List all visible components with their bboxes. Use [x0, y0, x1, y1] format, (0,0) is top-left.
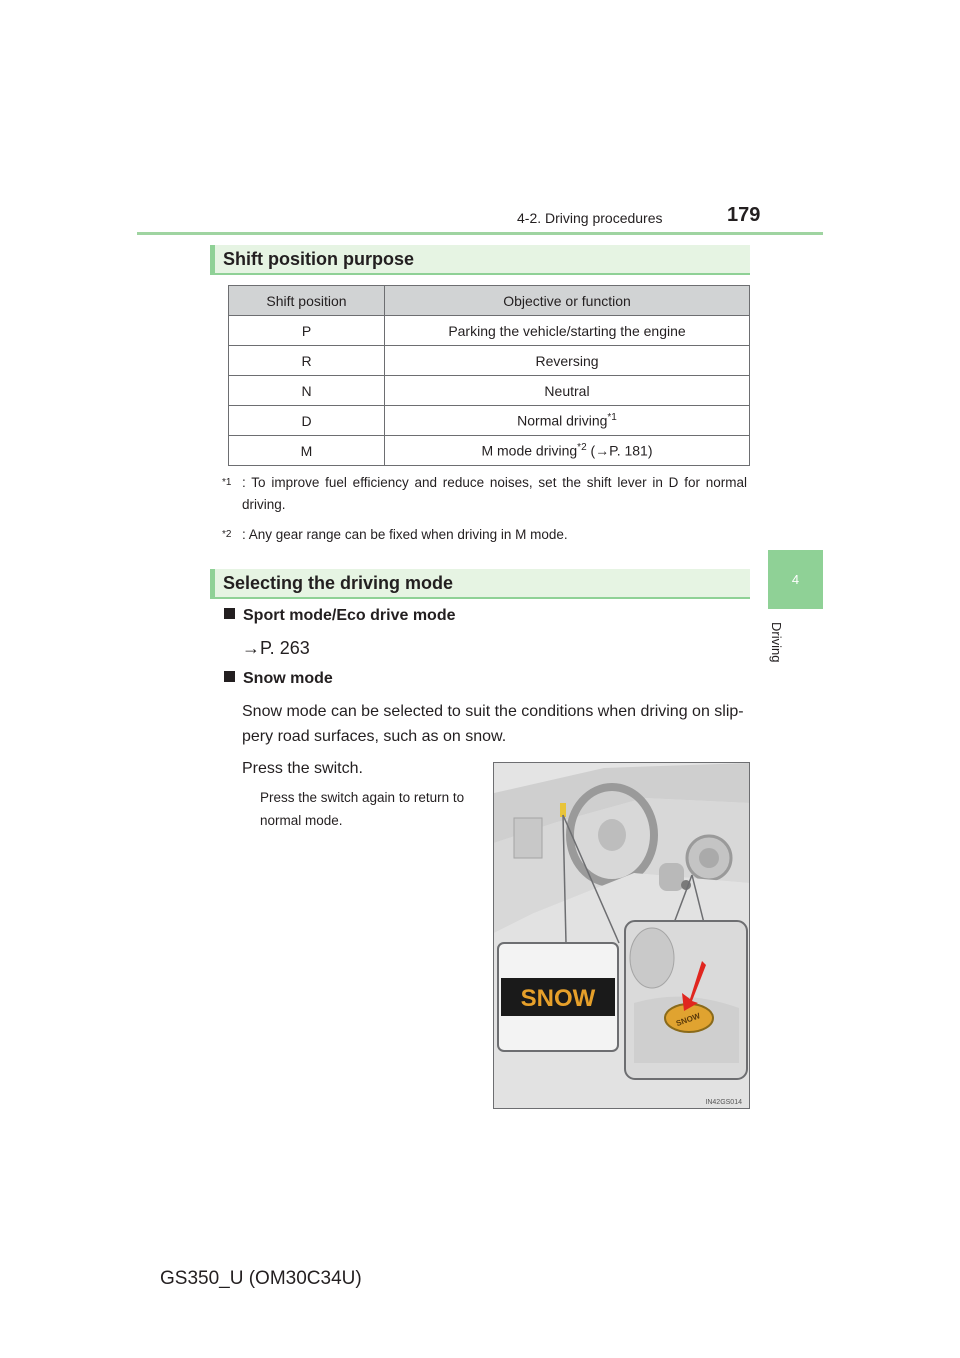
chapter-tab-number: 4 [791, 572, 800, 587]
cell-shift-position: N [229, 376, 385, 406]
footnote-1 [222, 472, 747, 516]
illustration-code: IN42GS014 [705, 1099, 742, 1106]
paragraph-press-switch: Press the switch. [242, 760, 363, 777]
cell-objective-text: Parking the vehicle/starting the engine [448, 322, 686, 339]
bullet-square-icon [224, 671, 235, 682]
subheading-text: Snow mode [243, 670, 333, 687]
snow-switch-illustration [493, 762, 750, 1109]
cell-objective-text: Neutral [544, 382, 590, 399]
footnote-text: : Any gear range can be fixed when driving in M mode. [242, 527, 568, 542]
cell-objective [385, 376, 750, 406]
section-title: Selecting the driving mode [223, 573, 454, 593]
footnote-mark-text: *2 [222, 529, 232, 540]
paragraph-snow-line2: pery road surfaces, such as on snow. [242, 728, 507, 745]
subheading-sport-eco [224, 607, 455, 625]
cell-shift-position: R [229, 346, 385, 376]
subheading-snow-mode [224, 670, 333, 688]
footnote-ref: *1 [607, 412, 617, 424]
table-row [229, 406, 750, 436]
shift-position-table [228, 285, 750, 466]
table-row [229, 346, 750, 376]
table-row [229, 436, 750, 466]
cell-shift-position: D [229, 406, 385, 436]
note-return-normal-line1: Press the switch again to return to [260, 790, 465, 805]
page-number: 179 [727, 204, 761, 226]
paragraph-snow-line1: Snow mode can be selected to suit the conditions when driving on slip- [242, 703, 744, 720]
chapter-tab-label-text: Driving [769, 622, 784, 663]
cell-objective-text: Reversing [535, 352, 599, 369]
bullet-square-icon [224, 608, 235, 619]
footnote-mark [222, 524, 231, 550]
footnote-ref: *2 [577, 442, 587, 454]
cell-shift-position: P [229, 316, 385, 346]
snow-switch-label: SNOW [674, 1011, 702, 1029]
cell-objective [385, 436, 750, 466]
cell-objective [385, 346, 750, 376]
subheading-text: Sport mode/Eco drive mode [243, 607, 456, 624]
chapter-tab-label [769, 622, 789, 682]
cabin-drawing [494, 763, 749, 1108]
footnote-mark-text: *1 [222, 477, 232, 488]
table-header-objective: Objective or function [385, 286, 750, 316]
footnote-mark [222, 472, 231, 498]
footnote-text: : To improve fuel efficiency and reduce noises, set the shift lever in D for normal driving. [242, 475, 747, 512]
table-row [229, 316, 750, 346]
note-return-normal-line2: normal mode. [260, 813, 343, 828]
header-rule [137, 232, 823, 235]
table-row [229, 376, 750, 406]
cell-objective [385, 316, 750, 346]
cell-objective-text: M mode driving [481, 442, 578, 459]
cell-shift-position: M [229, 436, 385, 466]
running-header-section: 4-2. Driving procedures [517, 210, 663, 226]
footnote-2 [222, 524, 747, 546]
snow-indicator-text: SNOW [520, 985, 596, 1012]
section-title: Shift position purpose [223, 249, 414, 269]
table-header-row [229, 286, 750, 316]
section-header-shift-position [210, 245, 750, 275]
page-reference-link[interactable]: →P. 263 [242, 638, 310, 658]
footer-model: GS350_U (OM30C34U) [160, 1268, 362, 1289]
page-reference-link[interactable]: (→P. 181) [586, 442, 653, 459]
cell-objective-text: Normal driving [517, 412, 608, 429]
table-header-shift-position: Shift position [229, 286, 385, 316]
cell-objective [385, 406, 750, 436]
section-header-driving-mode [210, 569, 750, 599]
